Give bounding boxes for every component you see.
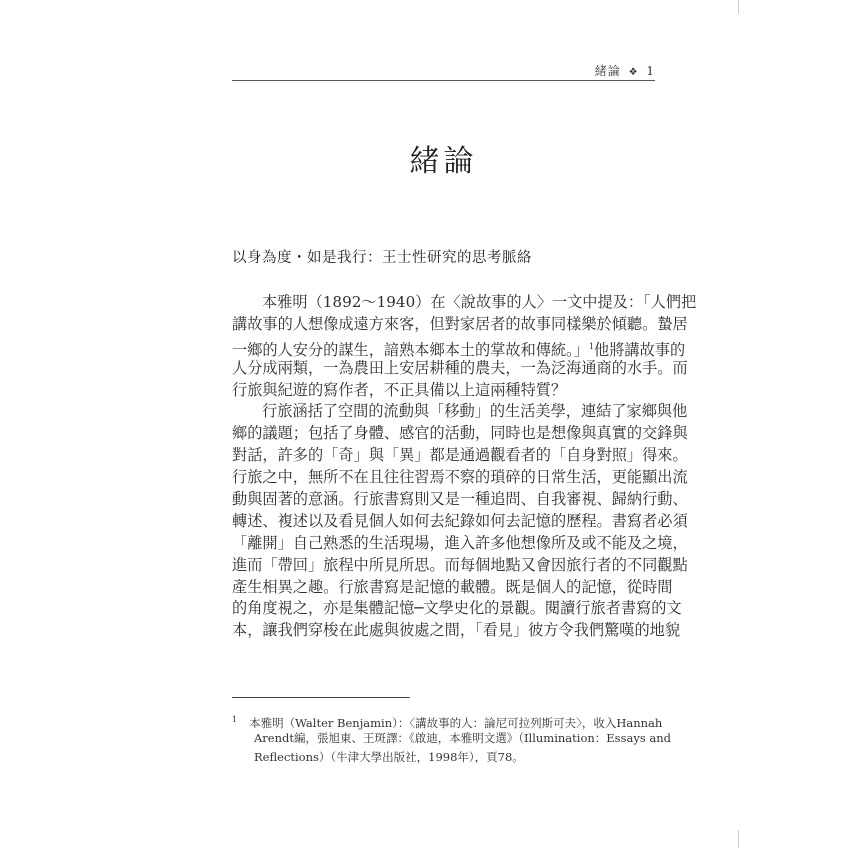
crop-mark-top — [738, 0, 739, 14]
paragraph-line: 進而「帶回」旅程中所見所思。而每個地點又會因旅行者的不同觀點 — [232, 555, 688, 574]
paragraph-line: 行旅涵括了空間的流動與「移動」的生活美學，連結了家鄉與他 — [262, 402, 688, 421]
paragraph-line: 本雅明（1892～1940）在〈說故事的人〉一文中提及：「人們把 — [262, 293, 697, 311]
section-heading: 以身為度・如是我行：王士性研究的思考脈絡 — [232, 250, 532, 266]
paragraph-line: 行旅與紀遊的寫作者，不正具備以上這兩種特質？ — [232, 380, 567, 399]
fleuron-icon: ❖ — [628, 67, 639, 78]
paragraph-line: 轉述、複述以及看見個人如何去紀錄如何去記憶的歷程。書寫者必須 — [232, 511, 688, 530]
paragraph-line: 鄉的議題；包括了身體、感官的活動，同時也是想像與真實的交鋒與 — [232, 424, 688, 443]
paragraph-line: 行旅之中，無所不在且往往習焉不察的瑣碎的日常生活，更能顯出流 — [232, 468, 688, 487]
paragraph-line: 講故事的人想像成遠方來客，但對家居者的故事同樣樂於傾聽。蟄居 — [232, 314, 688, 333]
header-rule — [232, 80, 655, 81]
footnote-line: Reflections）（牛津大學出版社，1998年），頁78。 — [254, 750, 524, 764]
footnote-reference[interactable]: 1 — [588, 341, 594, 351]
paragraph-line: 人分成兩類，一為農田上安居耕種的農夫，一為泛海通商的水手。而 — [232, 358, 688, 377]
paragraph-line: 本，讓我們穿梭在此處與彼處之間，「看見」彼方令我們驚嘆的地貌 — [232, 621, 681, 640]
footnote-line: Arendt編，張旭東、王斑譯：《啟迪，本雅明文選》（Illumination：Essays and — [254, 731, 672, 745]
paragraph-line-with-footnote: 一鄉的人安分的謀生，諳熟本鄉本土的掌故和傳統。」$^1$他將講故事的 — [232, 340, 686, 359]
footnote-line: $^1$ 本雅明（Walter Benjamin）：〈講故事的人：論尼可拉列斯可夫〉，收入Hannah — [232, 715, 663, 730]
chapter-title: 緒論 — [409, 144, 478, 179]
crop-mark-bottom — [738, 830, 739, 848]
running-head-title: 緒論 — [594, 64, 621, 78]
paragraph-line: 動與固著的意涵。行旅書寫則又是一種追問、自我審視、歸納行動、 — [232, 490, 688, 509]
paragraph-line: 的角度視之，亦是集體記憶─文學史化的景觀。閱讀行旅者書寫的文 — [232, 599, 682, 618]
running-head — [232, 62, 655, 78]
paragraph-line: 「離開」自己熟悉的生活現場，進入許多他想像所及或不能及之境， — [232, 533, 688, 552]
footnote — [232, 710, 672, 767]
paragraph-line: 對話，許多的「奇」與「異」都是通過觀看者的「自身對照」得來。 — [232, 446, 688, 465]
paragraph-line: 產生相異之趣。行旅書寫是記憶的載體。既是個人的記憶，從時間 — [232, 577, 673, 596]
footnote-rule — [232, 697, 410, 698]
body-text — [232, 292, 697, 642]
page-number: 1 — [646, 64, 655, 78]
footnote-number: 1 — [232, 715, 238, 724]
